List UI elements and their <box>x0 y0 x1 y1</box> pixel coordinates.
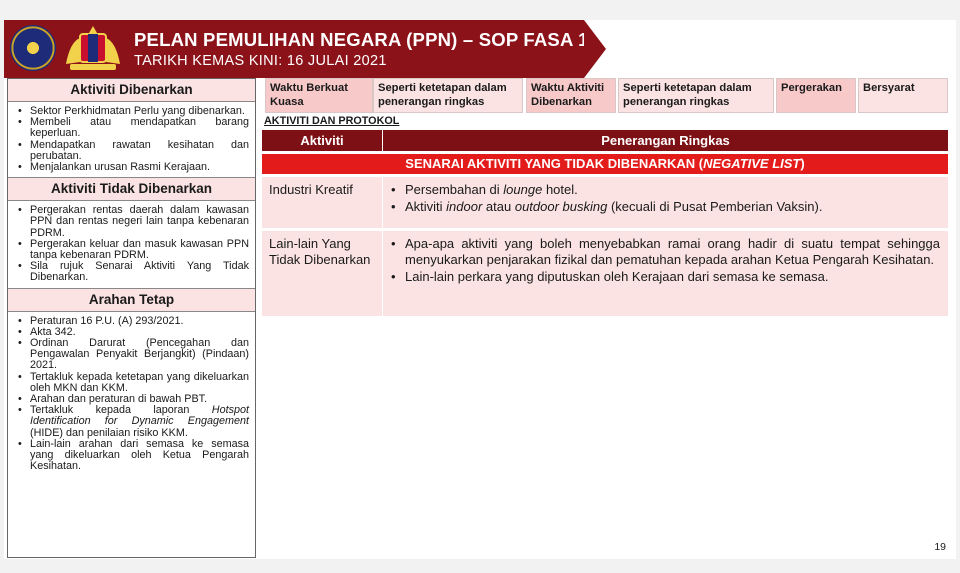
left-panel <box>7 78 256 558</box>
description-bullet <box>405 199 940 215</box>
list-item: • Ordinan Darurat (Pencegahan dan Pengawalan Penyakit Berjangkit) (Pindaan) 2021. <box>30 338 249 372</box>
table-header <box>262 130 948 151</box>
effective-time-label: Waktu Berkuat Kuasa <box>265 78 373 113</box>
bullet-text-italic: lounge <box>503 182 543 197</box>
negative-list-text-end: ) <box>800 156 805 171</box>
description-bullet: • Lain-lain perkara yang diputuskan oleh Kerajaan dari semasa ke semasa. <box>405 269 940 285</box>
movement-label: Pergerakan <box>776 78 856 113</box>
list-item: • Arahan dan peraturan di bawah PBT. <box>30 394 249 405</box>
page-number: 19 <box>934 541 946 553</box>
list-item: • Lain-lain arahan dari semasa ke semasa yang dikeluarkan oleh Ketua Pengarah Kesihatan. <box>30 439 249 473</box>
list-item: • Tertakluk kepada ketetapan yang dikeluarkan oleh MKN dan KKM. <box>30 372 249 394</box>
allowed-activities-heading: Aktiviti Dibenarkan <box>8 79 255 102</box>
list-text-italic: Hotspot Identification for Dynamic Engagement <box>30 404 249 428</box>
list-item: • Akta 342. <box>30 327 249 338</box>
slide <box>4 20 956 559</box>
list-item: • Pergerakan keluar dan masuk kawasan PPN tanpa kebenaran PDRM. <box>30 239 249 261</box>
banner-arrow <box>584 20 606 78</box>
table-row <box>262 177 948 228</box>
activity-time-label: Waktu Aktiviti Dibenarkan <box>526 78 616 113</box>
police-emblem-logo <box>10 25 56 71</box>
description-cell <box>383 231 948 316</box>
section-heading: AKTIVITI DAN PROTOKOL <box>264 115 400 127</box>
column-header-activity: Aktiviti <box>262 130 383 151</box>
description-cell <box>383 177 948 228</box>
list-item: • Sektor Perkhidmatan Perlu yang dibenarkan. <box>30 106 249 117</box>
prohibited-activities-heading: Aktiviti Tidak Dibenarkan <box>8 177 255 201</box>
bullet-text-italic: outdoor busking <box>514 199 608 214</box>
standing-orders-heading: Arahan Tetap <box>8 288 255 312</box>
list-item: • Menjalankan urusan Rasmi Kerajaan. <box>30 162 249 173</box>
negative-list-italic: NEGATIVE LIST <box>703 156 801 171</box>
bullet-text: atau <box>482 199 515 214</box>
title-banner <box>4 20 589 78</box>
table-row <box>262 231 948 316</box>
description-bullet <box>405 182 940 198</box>
movement-value: Bersyarat <box>858 78 948 113</box>
bullet-text: Aktiviti <box>405 199 447 214</box>
column-header-description: Penerangan Ringkas <box>601 133 730 148</box>
negative-list-banner <box>262 154 948 174</box>
prohibited-activities-list <box>8 201 255 287</box>
page-title: PELAN PEMULIHAN NEGARA (PPN) – SOP FASA 1 <box>134 29 589 50</box>
list-text: (HIDE) dan penilaian risiko KKM. <box>30 426 188 439</box>
bullet-text: Persembahan di <box>405 182 504 197</box>
effective-time-value: Seperti ketetapan dalam penerangan ringkas <box>373 78 523 113</box>
bullet-text-italic: indoor <box>446 199 483 214</box>
list-text: Tertakluk kepada laporan <box>30 404 212 417</box>
list-item: • Mendapatkan rawatan kesihatan dan perubatan. <box>30 140 249 162</box>
standing-orders-list <box>8 312 255 477</box>
description-bullet: • Apa-apa aktiviti yang boleh menyebabkan ramai orang hadir di suatu tempat sehingga menyukarkan penjarakan fizikal dan pematuhan kepada arahan Ketua Pengarah Kesihatan. <box>405 236 940 268</box>
activity-cell: Industri Kreatif <box>262 177 383 228</box>
list-item: • Peraturan 16 P.U. (A) 293/2021. <box>30 316 249 327</box>
list-item: • Sila rujuk Senarai Aktiviti Yang Tidak Dibenarkan. <box>30 261 249 283</box>
bullet-text: (kecuali di Pusat Pemberian Vaksin). <box>607 199 823 214</box>
activity-cell: Lain-lain Yang Tidak Dibenarkan <box>262 231 383 316</box>
list-item: • Pergerakan rentas daerah dalam kawasan PPN dan rentas negeri lain tanpa kebenaran PDRM. <box>30 205 249 239</box>
list-item <box>30 405 249 439</box>
activity-time-value: Seperti ketetapan dalam penerangan ringkas <box>618 78 774 113</box>
negative-list-text: SENARAI AKTIVITI YANG TIDAK DIBENARKAN ( <box>405 156 704 171</box>
coat-of-arms-logo <box>62 24 124 74</box>
list-item: • Membeli atau mendapatkan barang keperluan. <box>30 117 249 139</box>
bullet-text: hotel. <box>542 182 578 197</box>
update-date: TARIKH KEMAS KINI: 16 JULAI 2021 <box>134 53 387 69</box>
allowed-activities-list <box>8 102 255 177</box>
